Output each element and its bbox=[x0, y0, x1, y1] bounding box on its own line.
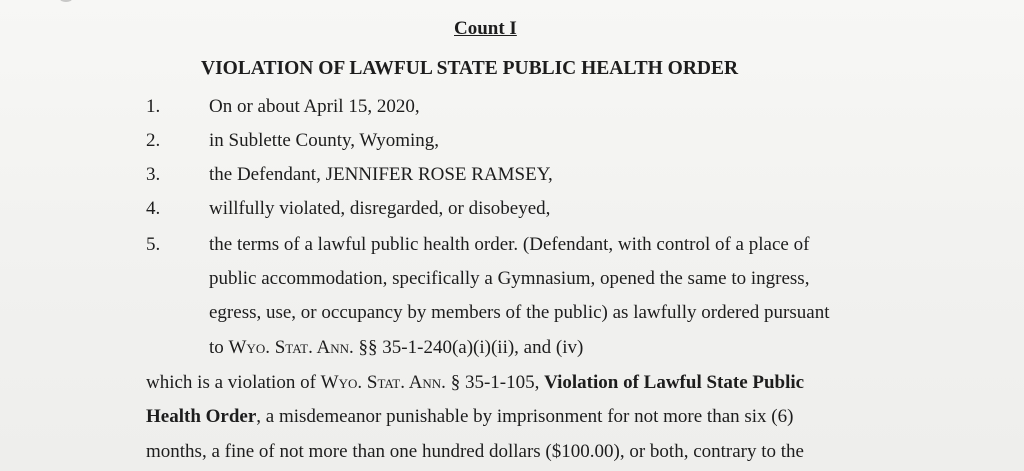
statute-prefix: to bbox=[209, 337, 224, 358]
statute-line bbox=[209, 337, 583, 359]
charge-heading: VIOLATION OF LAWFUL STATE PUBLIC HEALTH ORDER bbox=[201, 58, 739, 79]
item-number: 3. bbox=[146, 164, 161, 185]
offense-name-part1: Violation of Lawful State Public bbox=[544, 372, 805, 393]
penalty-text: , a misdemeanor punishable by imprisonment for not more than six (6) bbox=[256, 406, 794, 427]
item-number: 5. bbox=[146, 234, 161, 255]
item-text: willfully violated, disregarded, or disobeyed, bbox=[209, 198, 551, 219]
item-number: 1. bbox=[146, 96, 161, 117]
item-text: On or about April 15, 2020, bbox=[209, 96, 420, 117]
statute-citation: Wyo. Stat. Ann. bbox=[228, 337, 354, 358]
item-text: in Sublette County, Wyoming, bbox=[209, 130, 440, 151]
body-prefix: which is a violation of bbox=[146, 372, 316, 393]
item-continuation: public accommodation, specifically a Gymnasium, opened the same to ingress, bbox=[209, 268, 810, 289]
item-text: the Defendant, JENNIFER ROSE RAMSEY, bbox=[209, 164, 553, 185]
item-text: the terms of a lawful public health order. (Defendant, with control of a place of bbox=[209, 234, 810, 255]
body-line-1 bbox=[146, 372, 804, 394]
body-line-2 bbox=[146, 406, 793, 428]
statute-sections: §§ 35-1-240(a)(i)(ii), and (iv) bbox=[358, 337, 584, 358]
scan-artifact bbox=[60, 0, 72, 2]
body-section: § 35-1-105, bbox=[450, 372, 540, 393]
offense-name-part2: Health Order bbox=[146, 406, 257, 427]
item-continuation: egress, use, or occupancy by members of the public) as lawfully ordered pursuant bbox=[209, 302, 830, 323]
item-number: 4. bbox=[146, 198, 161, 219]
body-citation: Wyo. Stat. Ann. bbox=[320, 372, 446, 393]
body-line-3: months, a fine of not more than one hundred dollars ($100.00), or both, contrary to the bbox=[146, 441, 804, 462]
item-number: 2. bbox=[146, 130, 161, 151]
count-title: Count I bbox=[454, 18, 517, 39]
